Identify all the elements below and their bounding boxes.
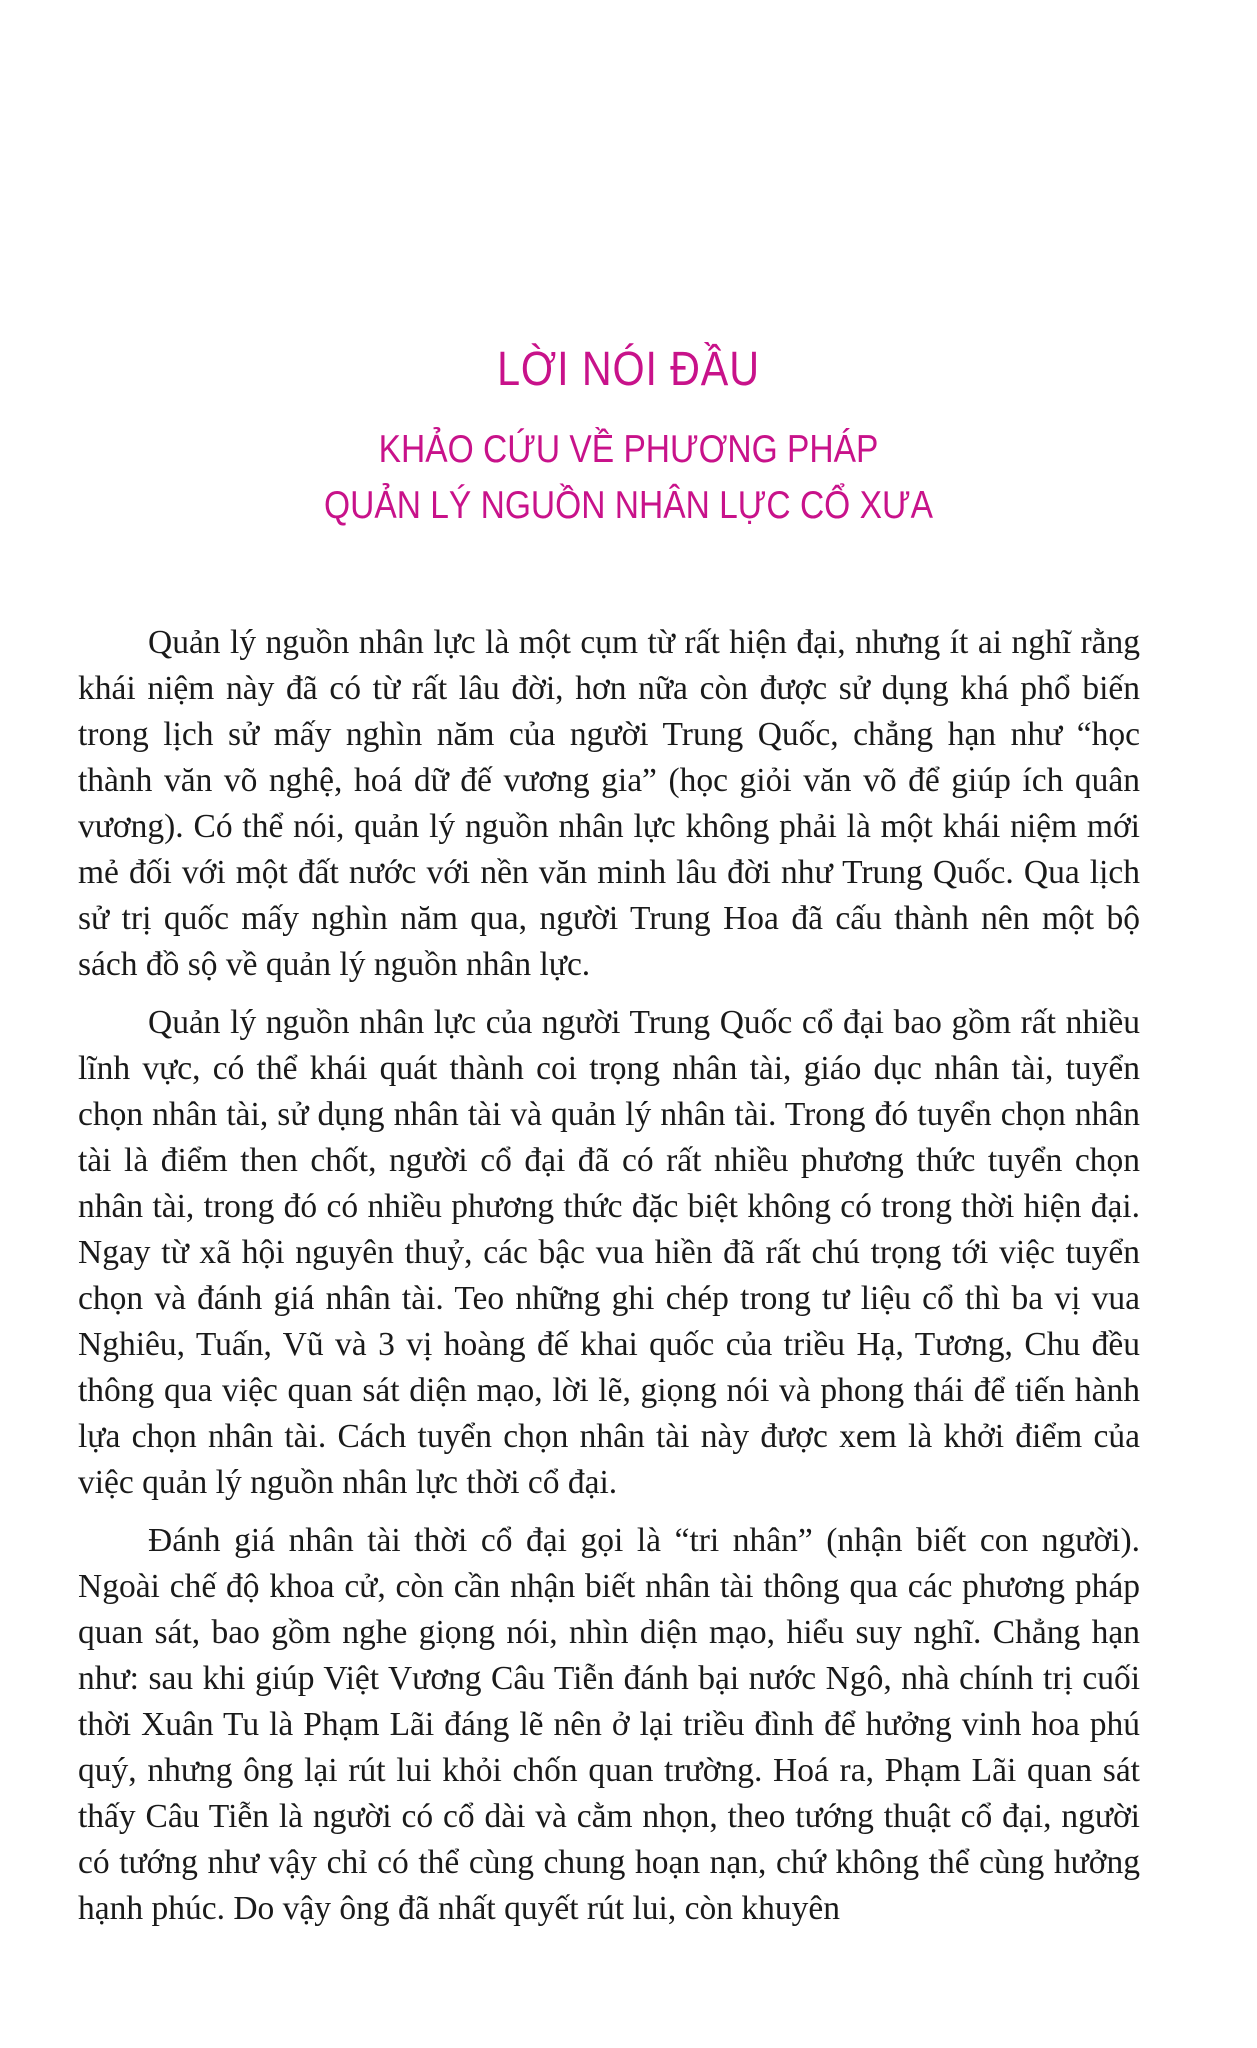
chapter-subtitle-line-1: KHẢO CỨU VỀ PHƯƠNG PHÁP	[378, 428, 879, 471]
paragraph-1: Quản lý nguồn nhân lực là một cụm từ rất hiện đại, nhưng ít ai nghĩ rằng khái niệm này đã có từ rất lâu đời, hơn nữa còn được sử dụng khá phổ biến trong lịch sử mấy nghìn năm của người Trung Quốc, chẳng hạn như “học thành văn võ nghệ, hoá dữ đế vương gia” (học giỏi văn võ để giúp ích quân vương). Có thể nói, quản lý nguồn nhân lực không phải là một khái niệm mới mẻ đối với một đất nước với nền văn minh lâu đời như Trung Quốc. Qua lịch sử trị quốc mấy nghìn năm qua, người Trung Hoa đã cấu thành nên một bộ sách đồ sộ về quản lý nguồn nhân lực.	[78, 624, 1140, 983]
chapter-title: LỜI NÓI ĐẦU	[497, 343, 760, 396]
body-text	[78, 620, 1140, 1944]
chapter-subtitle-line-2: QUẢN LÝ NGUỒN NHÂN LỰC CỔ XƯA	[324, 484, 933, 527]
paragraph-3: Đánh giá nhân tài thời cổ đại gọi là “tri nhân” (nhận biết con người). Ngoài chế độ khoa cử, còn cần nhận biết nhân tài thông qua các phương pháp quan sát, bao gồm nghe giọng nói, nhìn diện mạo, hiểu suy nghĩ. Chẳng hạn như: sau khi giúp Việt Vương Câu Tiễn đánh bại nước Ngô, nhà chính trị cuối thời Xuân Tu là Phạm Lãi đáng lẽ nên ở lại triều đình để hưởng vinh hoa phú quý, nhưng ông lại rút lui khỏi chốn quan trường. Hoá ra, Phạm Lãi quan sát thấy Câu Tiễn là người có cổ dài và cằm nhọn, theo tướng thuật cổ đại, người có tướng như vậy chỉ có thể cùng chung hoạn nạn, chứ không thể cùng hưởng hạnh phúc. Do vậy ông đã nhất quyết rút lui, còn khuyên	[78, 1522, 1140, 1927]
chapter-heading	[0, 340, 1257, 534]
paragraph-2: Quản lý nguồn nhân lực của người Trung Quốc cổ đại bao gồm rất nhiều lĩnh vực, có thể khái quát thành coi trọng nhân tài, giáo dục nhân tài, tuyển chọn nhân tài, sử dụng nhân tài và quản lý nhân tài. Trong đó tuyển chọn nhân tài là điểm then chốt, người cổ đại đã có rất nhiều phương thức tuyển chọn nhân tài, trong đó có nhiều phương thức đặc biệt không có trong thời hiện đại. Ngay từ xã hội nguyên thuỷ, các bậc vua hiền đã rất chú trọng tới việc tuyển chọn và đánh giá nhân tài. Teo những ghi chép trong tư liệu cổ thì ba vị vua Nghiêu, Tuấn, Vũ và 3 vị hoàng đế khai quốc của triều Hạ, Tương, Chu đều thông qua việc quan sát diện mạo, lời lẽ, giọng nói và phong thái để tiến hành lựa chọn nhân tài. Cách tuyển chọn nhân tài này được xem là khởi điểm của việc quản lý nguồn nhân lực thời cổ đại.	[78, 1004, 1140, 1501]
